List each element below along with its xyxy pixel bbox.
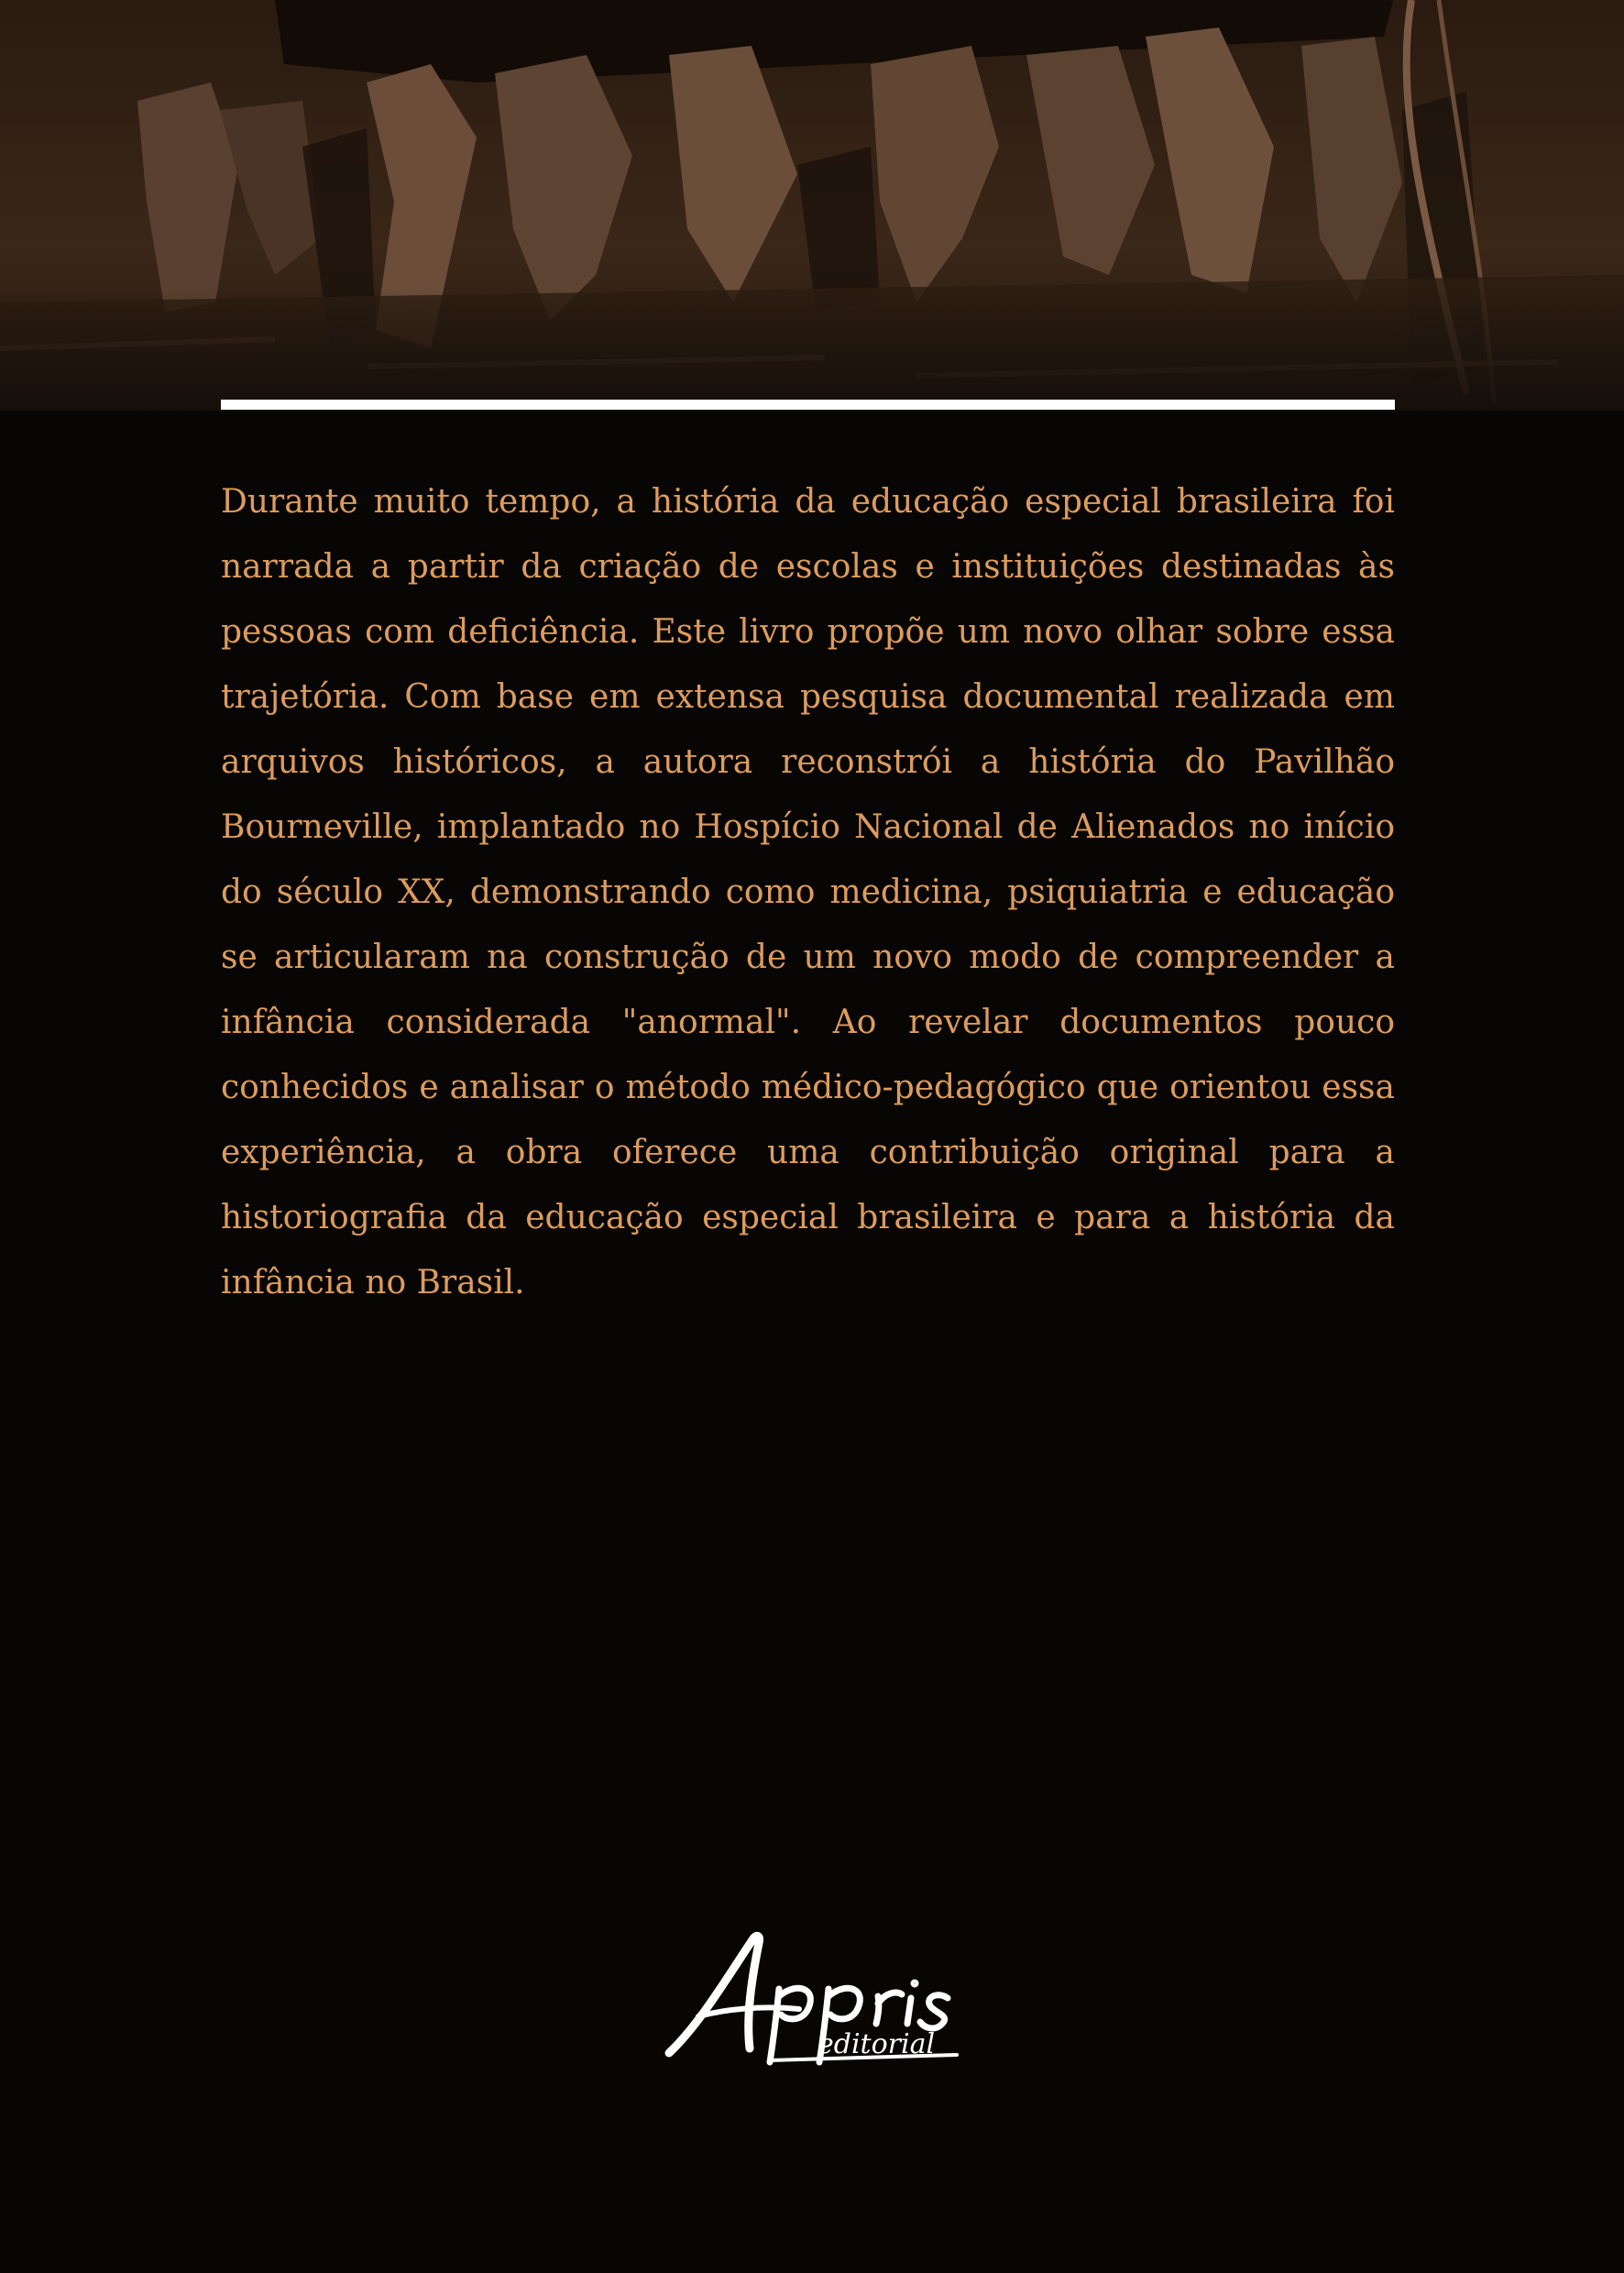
divider-rule <box>221 400 1395 410</box>
svg-text:editorial: editorial <box>817 2028 936 2060</box>
historical-photo-band <box>0 0 1624 411</box>
appris-editorial-logo <box>662 1925 964 2071</box>
back-cover-blurb: Durante muito tempo, a história da educação especial brasileira foi narrada a partir da criação de escolas e instituições destinadas às pessoas com deficiência. Este livro propõe um novo olhar sobre essa trajetória. Com base em extensa pesquisa documental realizada em arquivos históricos, a autora reconstrói a história do Pavilhão Bourneville, implantado no Hospício Nacional de Alienados no início do século XX, demonstrando como medicina, psiquiatria e educação se articularam na construção de um novo modo de compreender a infância considerada "anormal". Ao revelar documentos pouco conhecidos e analisar o método médico-pedagógico que orientou essa experiência, a obra oferece uma contribuição original para a historiografia da educação especial brasileira e para a história da infância no Brasil. <box>221 483 1395 1301</box>
